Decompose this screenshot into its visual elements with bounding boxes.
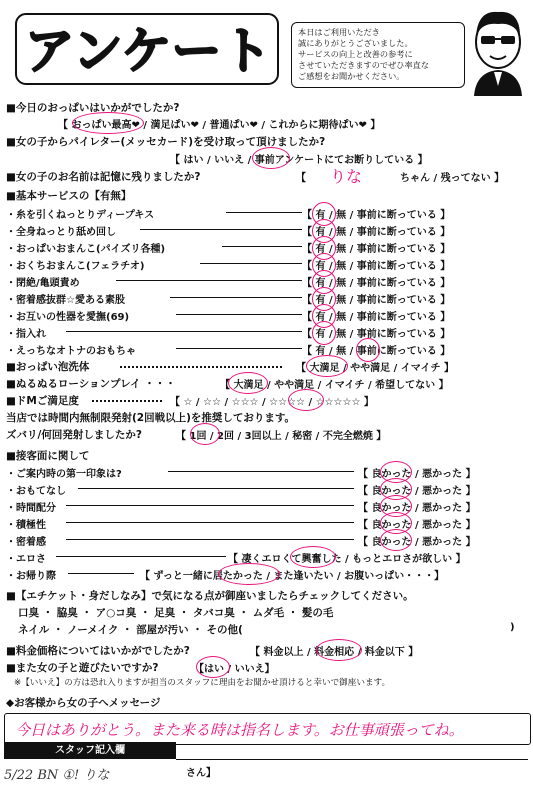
farewell-options[interactable]: 【 ずっと一緒に居たかった / また逢いたい / お腹いっぱい・・・】 <box>140 571 445 582</box>
wash-circle <box>306 355 348 377</box>
q3-girl-name-handwritten[interactable]: りな <box>330 167 363 186</box>
staff-row-options[interactable]: 【 良かった / 悪かった 】 <box>358 486 476 497</box>
service-row-options[interactable]: 【 有 / 無 / 事前に断っている 】 <box>302 346 451 357</box>
service-row-label: ・糸を引くねっとりディープキス <box>6 210 155 221</box>
service-row-label: ・おくちおまんこ(フェラチオ) <box>6 261 145 272</box>
ero-circle <box>290 546 336 568</box>
service-circle <box>356 338 380 362</box>
service-row-options[interactable]: 【 有 / 無 / 事前に断っている 】 <box>302 261 451 272</box>
again-question: ■また女の子と遊びたいですか? <box>6 662 159 674</box>
q2-question: ■女の子からパイレター(メッセカード)を受け取って頂けましたか? <box>6 136 326 148</box>
message-box[interactable] <box>4 713 531 745</box>
ejac-question: ズバリ/何回発射しましたか? <box>6 429 142 441</box>
q3-rest: ちゃん / 残ってない 】 <box>400 173 505 184</box>
staff-row-options[interactable]: 【 良かった / 悪かった 】 <box>358 537 476 548</box>
service-row-label: ・おっぱいおまんこ(パイズリ各種) <box>6 244 166 255</box>
staff-circle <box>380 529 412 551</box>
service-row-options[interactable]: 【 有 / 無 / 事前に断っている 】 <box>302 227 451 238</box>
etiquette-close-paren: ) <box>510 622 515 633</box>
q1-selected-circle <box>72 112 144 134</box>
staff-row-label: ・時間配分 <box>6 503 56 514</box>
lotion-label: ■ぬるぬるローションプレイ ・・・ <box>6 378 176 390</box>
ejac-circle <box>190 423 220 445</box>
farewell-circle <box>218 563 280 585</box>
title-logo <box>14 8 282 88</box>
price-question: ■料金価格についてはいかがでしたか? <box>6 645 190 657</box>
staff-entry-handwritten[interactable]: 5/22 BN ①! りな <box>4 768 110 783</box>
price-options[interactable]: 【 料金以上 / 料金相応 / 料金以下 】 <box>250 647 419 658</box>
service-row-options[interactable]: 【 有 / 無 / 事前に断っている 】 <box>302 244 451 255</box>
service-row-options[interactable]: 【 有 / 無 / 事前に断っている 】 <box>302 312 451 323</box>
staff-entry-label: スタッフ記入欄 <box>4 742 176 759</box>
farewell-label: ・お帰り際 <box>6 571 56 582</box>
staff-row-label: ・密着感 <box>6 537 46 548</box>
dm-circle <box>288 389 324 411</box>
again-options[interactable]: 【はい / いいえ】 <box>194 664 275 675</box>
q1-options[interactable]: 【 おっぱい最高❤ / 満足ぱい❤ / 普通ぱい❤ / これからに期待ぱい❤ 】 <box>58 120 381 131</box>
q2-options[interactable]: 【 はい / いいえ / 事前アンケートにてお断りしている 】 <box>170 155 428 166</box>
staff-heading: ■接客面に関して <box>6 450 90 462</box>
ero-label: ・エロさ <box>6 554 46 565</box>
etiquette-options-line1[interactable]: 口臭 ・ 脇臭 ・ ア○コ臭 ・ 足臭 ・ タバコ臭 ・ ムダ毛 ・ 髪の毛 <box>18 607 334 619</box>
staff-row-options[interactable]: 【 良かった / 悪かった 】 <box>358 520 476 531</box>
service-row-label: ・えっちなオトナのおもちゃ <box>6 346 136 357</box>
again-circle <box>196 656 230 678</box>
ero-options[interactable]: 【 凄くエロくて興奮した / もっとエロさが欲しい 】 <box>228 554 466 565</box>
service-row-label: ・指入れ <box>6 329 46 340</box>
oppai-wash-label: ■おっぱい泡洗体 <box>6 361 90 373</box>
q3-question: ■女の子のお名前は記憶に残りましたか? <box>6 171 201 183</box>
san-label: さん】 <box>186 768 216 779</box>
service-row-label: ・お互いの性器を愛撫(69) <box>6 312 130 323</box>
staff-row-label: ・ご案内時の第一印象は? <box>6 469 122 480</box>
ejac-options[interactable]: 【 1回 / 2回 / 3回以上 / 秘密 / 不完全燃焼 】 <box>176 431 387 442</box>
oppai-wash-options[interactable]: 【 大満足 / やや満足 / イマイチ 】 <box>296 363 454 374</box>
service-row-label: ・密着感抜群☆愛ある素股 <box>6 295 125 306</box>
services-heading: ■基本サービスの【有無】 <box>6 190 132 202</box>
service-row-options[interactable]: 【 有 / 無 / 事前に断っている 】 <box>302 295 451 306</box>
service-circle <box>312 321 336 345</box>
thank-you-notice: 本日はご利用いただき 誠にありがとうございました。 サービスの向上と改善の参考に させていただきますのでぜひ率直な ご感想をお聞かせください。 <box>291 22 465 88</box>
etiquette-options-line2[interactable]: ネイル ・ ノーメイク ・ 部屋が汚い ・ その他( <box>18 624 243 636</box>
dm-label: ■ドMご満足度 <box>6 395 79 407</box>
lotion-options[interactable]: 【 大満足 / やや満足 / イマイチ / 希望してない 】 <box>220 380 449 391</box>
staff-row-options[interactable]: 【 良かった / 悪かった 】 <box>358 503 476 514</box>
price-circle <box>316 639 362 661</box>
service-row-label: ・全身ねっとり舐め回し <box>6 227 116 238</box>
lotion-circle <box>228 372 268 394</box>
service-row-label: ・閉絶/亀頭責め <box>6 278 80 289</box>
again-note: ※【いいえ】の方は恐れ入りますが担当のスタッフに理由をお聞かせ頂けると幸いで御座います。 <box>14 678 391 688</box>
etiquette-question: ■【エチケット・身だしなみ】で気になる点が御座いましたらチェックしてください。 <box>6 590 414 602</box>
staff-row-label: ・おもてなし <box>6 486 66 497</box>
service-row-options[interactable]: 【 有 / 無 / 事前に断っている 】 <box>302 278 451 289</box>
dm-options[interactable]: 【 ☆ / ☆☆ / ☆☆☆ / ☆☆☆☆ / ☆☆☆☆☆ 】 <box>170 397 374 408</box>
message-handwritten: 今日はありがとう。また来る時は指名します。お仕事頑張ってね。 <box>15 721 464 739</box>
header <box>0 0 533 100</box>
message-heading: ◆お客様から女の子へメッセージ <box>6 697 161 709</box>
page-title: アンケート <box>24 22 272 80</box>
service-row-options[interactable]: 【 有 / 無 / 事前に断っている 】 <box>302 210 451 221</box>
mascot-face-icon <box>468 6 528 96</box>
q3-open-bracket: 【 <box>296 173 306 184</box>
q1-question: ■今日のおっぱいはいかがでしたか? <box>6 102 180 114</box>
staff-row-label: ・積極性 <box>6 520 46 531</box>
q2-selected-circle <box>252 147 290 169</box>
staff-row-options[interactable]: 【 良かった / 悪かった 】 <box>358 469 476 480</box>
staff-entry-line <box>176 759 528 760</box>
ejac-note: 当店では時間内無制限発射(2回戦以上)を推奨しております。 <box>6 412 296 424</box>
service-row-options[interactable]: 【 有 / 無 / 事前に断っている 】 <box>302 329 451 340</box>
